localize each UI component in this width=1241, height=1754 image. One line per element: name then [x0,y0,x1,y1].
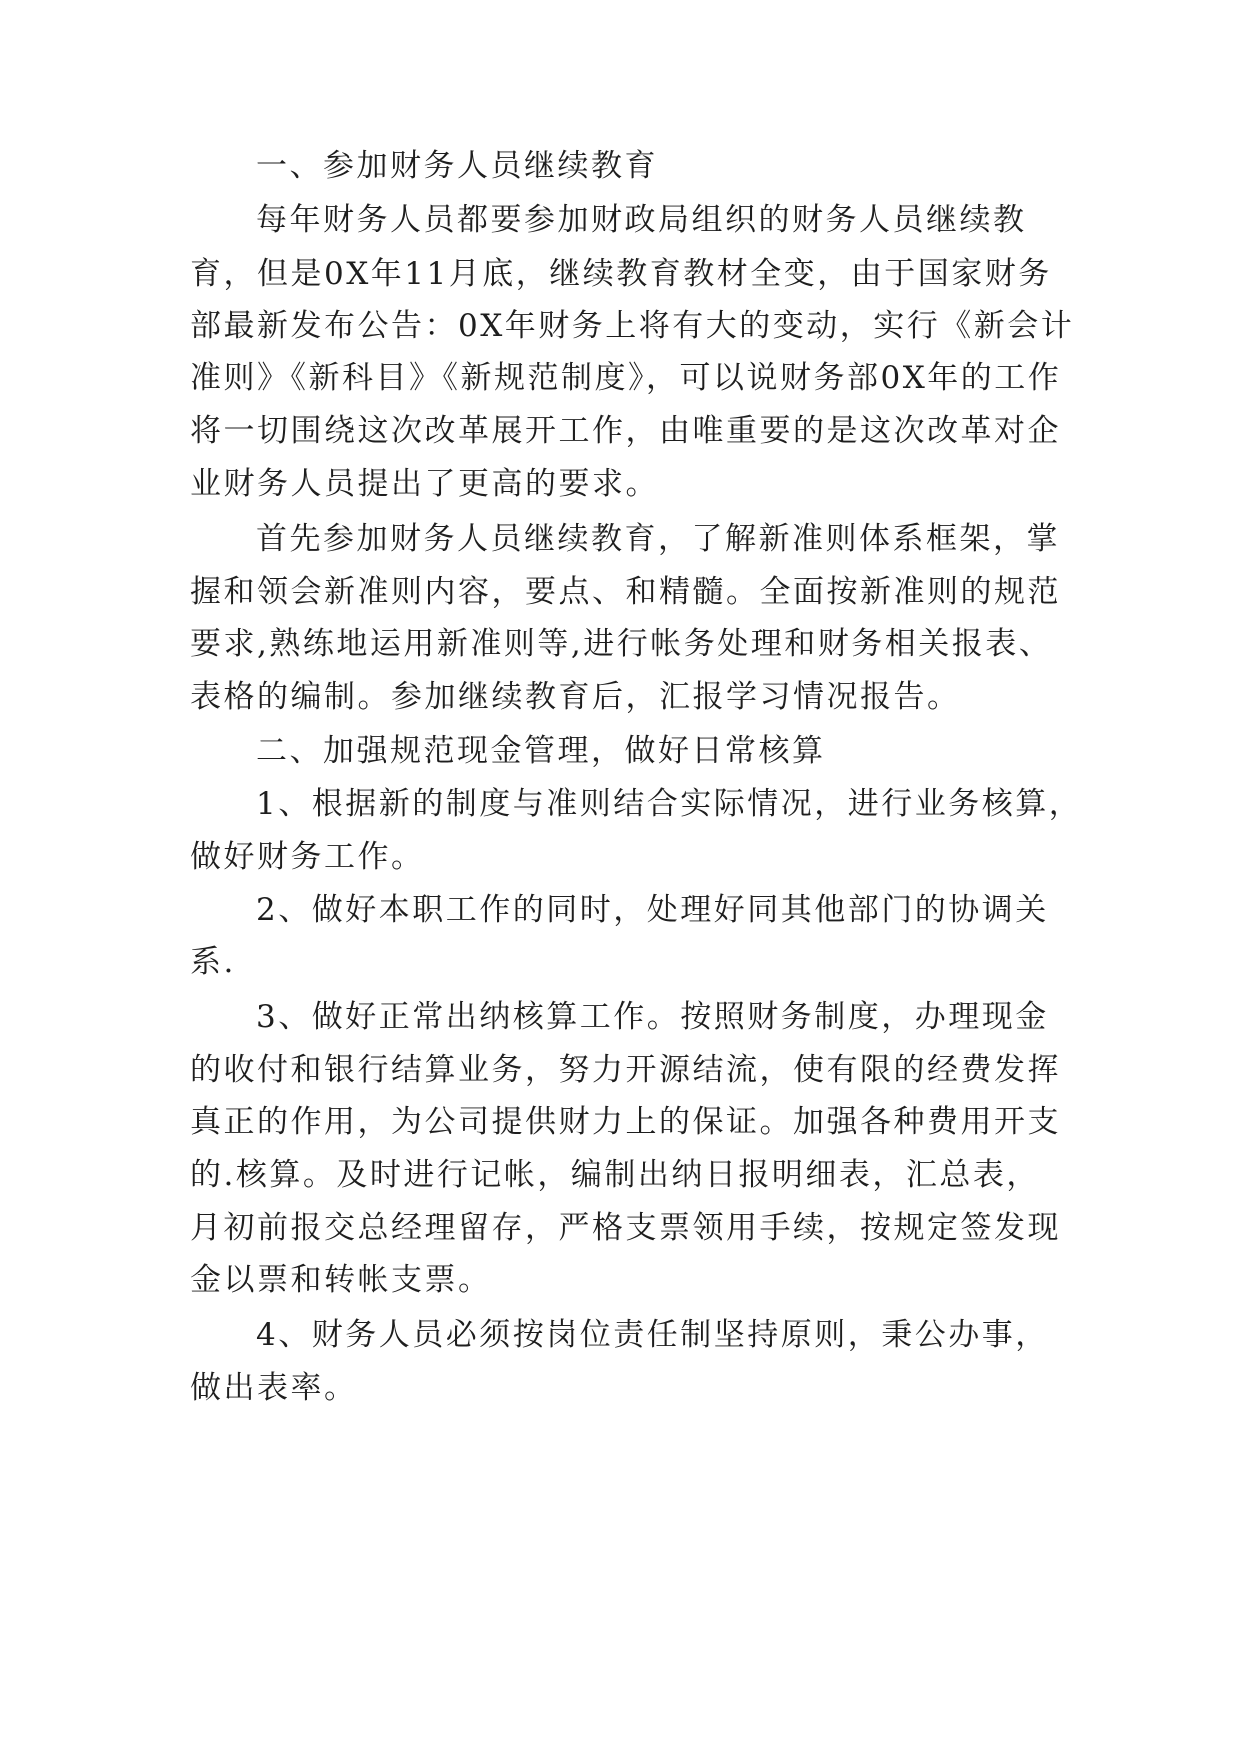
paragraph-line: 真正的作用，为公司提供财力上的保证。加强各种费用开支 [190,1104,1061,1140]
paragraph-line: 育，但是0X年11月底，继续教育教材全变，由于国家财务 [190,256,1052,292]
paragraph-line: 的.核算。及时进行记帐，编制出纳日报明细表，汇总表， [190,1157,1040,1193]
paragraph-line: 部最新发布公告：0X年财务上将有大的变动，实行《新会计 [190,308,1075,344]
paragraph-line: 表格的编制。参加继续教育后，汇报学习情况报告。 [190,679,961,715]
paragraph-line: 首先参加财务人员继续教育，了解新准则体系框架，掌 [256,521,1060,557]
paragraph-line: 准则》《新科目》《新规范制度》，可以说财务部0X年的工作 [190,360,1062,396]
paragraph-line: 2、做好本职工作的同时，处理好同其他部门的协调关 [256,892,1049,928]
paragraph-line: 将一切围绕这次改革展开工作，由唯重要的是这次改革对企 [190,413,1061,449]
paragraph-line: 金以票和转帐支票。 [190,1262,492,1298]
section-heading: 二、加强规范现金管理，做好日常核算 [256,733,826,769]
section-heading: 一、参加财务人员继续教育 [256,148,658,184]
paragraph-line: 每年财务人员都要参加财政局组织的财务人员继续教 [256,202,1027,238]
paragraph-line: 系. [190,944,236,980]
paragraph-line: 月初前报交总经理留存，严格支票领用手续，按规定签发现 [190,1210,1061,1246]
paragraph-line: 4、财务人员必须按岗位责任制坚持原则，秉公办事， [256,1317,1049,1353]
paragraph-line: 3、做好正常出纳核算工作。按照财务制度，办理现金 [256,999,1049,1035]
paragraph-line: 做好财务工作。 [190,839,425,875]
paragraph-line: 业财务人员提出了更高的要求。 [190,466,659,502]
paragraph-line: 的收付和银行结算业务，努力开源结流，使有限的经费发挥 [190,1052,1061,1088]
paragraph-line: 握和领会新准则内容，要点、和精髓。全面按新准则的规范 [190,574,1061,610]
paragraph-line: 1、根据新的制度与准则结合实际情况，进行业务核算， [256,786,1083,822]
paragraph-line: 做出表率。 [190,1370,358,1406]
paragraph-line: 要求,熟练地运用新准则等,进行帐务处理和财务相关报表、 [190,626,1053,662]
